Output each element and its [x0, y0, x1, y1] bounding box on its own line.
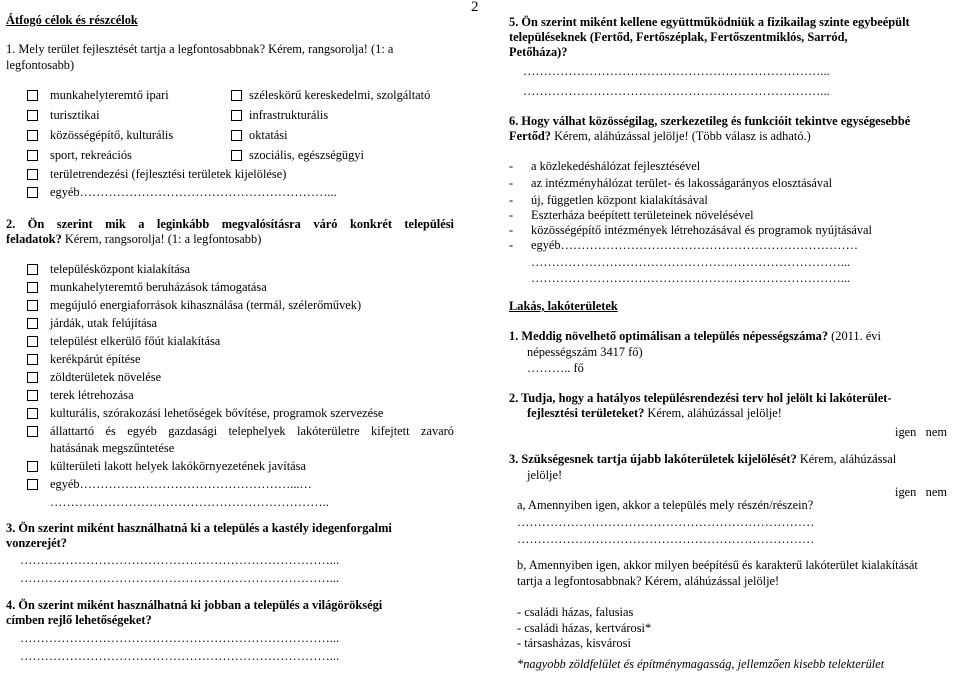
h3b-type[interactable]: - családi házas, kertvárosi*	[517, 621, 652, 635]
checkbox-q1-commerce[interactable]	[231, 90, 242, 101]
q2-option: munkahelyteremtő beruházások támogatása	[50, 280, 267, 294]
checkbox-q1-sport[interactable]	[27, 150, 38, 161]
h1-rest: (2011. évi	[828, 329, 881, 343]
checkbox-q2-bikepath[interactable]	[27, 354, 38, 365]
checkbox-q1-zoning[interactable]	[27, 169, 38, 180]
q5-text-line2: településeknek (Fertőd, Fertőszéplak, Fertőszentmiklós, Sarród,	[509, 30, 848, 44]
checkbox-q1-infrastructure[interactable]	[231, 110, 242, 121]
q4-text-line1: 4. Ön szerint miként használhatná ki jobban a település a világörökségi	[6, 598, 383, 612]
housing-section-title: Lakás, lakóterületek	[509, 299, 618, 313]
h3b-question-line2: tartja a legfontosabbnak? Kérem, aláhúzással jelölje!	[517, 574, 780, 588]
q2-option: terek létrehozása	[50, 388, 134, 402]
h3-text-line1	[509, 451, 896, 467]
checkbox-q1-other[interactable]	[27, 187, 38, 198]
q6-dash: -	[509, 223, 514, 237]
q2-option-other-dots: …………………………………………………………..	[50, 495, 329, 509]
q6-text-line2	[509, 128, 811, 144]
q1-option: munkahelyteremtő ipari	[50, 88, 169, 102]
q6-text-line1: 6. Hogy válhat közösségilag, szerkezetileg és funkcióit tekintve egységesebbé	[509, 114, 911, 128]
h3-yes-no[interactable]: igen nem	[895, 485, 947, 499]
q1-option: sport, rekreációs	[50, 148, 132, 162]
q6-dash: -	[509, 176, 514, 190]
q2-option-other: egyéb……………………………………………...…	[50, 477, 312, 491]
q5-text-line1: 5. Ön szerint miként kellene együttműködniük a fizikailag szinte egybeépült	[509, 15, 910, 29]
checkbox-q2-center[interactable]	[27, 264, 38, 275]
checkbox-q1-industrial[interactable]	[27, 90, 38, 101]
h2-bold: fejlesztési területeket?	[527, 406, 645, 420]
h1-bold: 1. Meddig növelhető optimálisan a település népességszáma?	[509, 329, 829, 343]
q4-text-line2: címben rejlő lehetőségeket?	[6, 613, 152, 627]
q2-option: állattartó és egyéb gazdasági telephelyek lakóterületre kifejtett zavaró	[50, 424, 454, 438]
checkbox-q2-bypass[interactable]	[27, 336, 38, 347]
checkbox-q1-social[interactable]	[231, 150, 242, 161]
q4-answer-line[interactable]: …………………………………………………………………...	[20, 631, 340, 645]
h3b-type[interactable]: - családi házas, falusias	[517, 605, 634, 619]
q6-item-other[interactable]: egyéb………………………………………………………………	[531, 238, 858, 252]
q1-option: szociális, egészségügyi	[249, 148, 364, 162]
q6-other-dots[interactable]: …………………………………………………………………...	[531, 271, 851, 285]
h1-text-line2: népességszám 3417 fő)	[527, 345, 643, 359]
h3a-answer-line[interactable]: ………………………………………………………………	[517, 532, 815, 546]
checkbox-q2-squares[interactable]	[27, 390, 38, 401]
h3b-type[interactable]: - társasházas, kisvárosi	[517, 636, 631, 650]
checkbox-q2-green[interactable]	[27, 372, 38, 383]
h2-text-line2	[527, 405, 782, 421]
checkbox-q1-education[interactable]	[231, 130, 242, 141]
q6-item[interactable]: a közlekedéshálózat fejlesztésével	[531, 159, 701, 173]
q5-answer-line[interactable]: ………………………………………………………………...	[523, 84, 830, 98]
checkbox-q1-tourism[interactable]	[27, 110, 38, 121]
q6-rest: Kérem, aláhúzással jelölje! (Több válasz is adható.)	[550, 129, 811, 143]
h2-rest: Kérem, aláhúzással jelölje!	[644, 406, 782, 420]
q2-text-line1: 2. Ön szerint mik a leginkább megvalósításra váró konkrét települési	[6, 217, 454, 231]
h3a-question: a, Amennyiben igen, akkor a település mely részén/részein?	[517, 498, 814, 512]
q1-option: turisztikai	[50, 108, 100, 122]
checkbox-q2-other[interactable]	[27, 479, 38, 490]
checkbox-q2-culture[interactable]	[27, 408, 38, 419]
q1-option: közösségépítő, kulturális	[50, 128, 174, 142]
q1-option: széleskörű kereskedelmi, szolgáltató	[249, 88, 431, 102]
q2-option: külterületi lakott helyek lakókörnyezetének javítása	[50, 459, 306, 473]
footnote: *nagyobb zöldfelület és építménymagasság, jellemzően kisebb telekterület	[517, 657, 885, 671]
q6-bold: Fertőd?	[509, 129, 551, 143]
q6-dash: -	[509, 238, 514, 252]
q6-item[interactable]: közösségépítő intézmények létrehozásával és programok nyújtásával	[531, 223, 872, 237]
checkbox-q2-livestock[interactable]	[27, 426, 38, 437]
h3-bold: 3. Szükségesnek tartja újabb lakóterületek kijelölését?	[509, 452, 797, 466]
checkbox-q1-community[interactable]	[27, 130, 38, 141]
h3a-answer-line[interactable]: ………………………………………………………………	[517, 515, 815, 529]
q2-option: települést elkerülő főút kialakítása	[50, 334, 221, 348]
q1-option: oktatási	[249, 128, 288, 142]
q2-option: kerékpárút építése	[50, 352, 141, 366]
q1-option-other: egyéb……………………………………………………...	[50, 185, 337, 199]
q2-option: zöldterületek növelése	[50, 370, 162, 384]
checkbox-q2-roads[interactable]	[27, 318, 38, 329]
h3b-question-line1: b, Amennyiben igen, akkor milyen beépítésű és karakterű lakóterület kialakítását	[517, 558, 918, 572]
h3-text-line2: jelölje!	[527, 468, 563, 482]
checkbox-q2-outskirts[interactable]	[27, 461, 38, 472]
q5-answer-line[interactable]: ………………………………………………………………...	[523, 64, 830, 78]
q3-text-line1: 3. Ön szerint miként használhatná ki a település a kastély idegenforgalmi	[6, 521, 392, 535]
q1-option: területrendezési (fejlesztési területek kijelölése)	[50, 167, 287, 181]
q3-text-line2: vonzerejét?	[6, 536, 68, 550]
h2-yes-no[interactable]: igen nem	[895, 425, 947, 439]
q6-other-dots[interactable]: …………………………………………………………………...	[531, 255, 851, 269]
h2-text-line1: 2. Tudja, hogy a hatályos településrendezési terv hol jelölt ki lakóterület-	[509, 391, 892, 405]
q2-bold: feladatok?	[6, 232, 62, 246]
q2-option-cont: hatásának megszűntetése	[50, 441, 175, 455]
q6-dash: -	[509, 159, 514, 173]
q3-answer-line[interactable]: …………………………………………………………………...	[20, 553, 340, 567]
q2-option: településközpont kialakítása	[50, 262, 191, 276]
q3-answer-line[interactable]: …………………………………………………………………...	[20, 571, 340, 585]
q2-rest: Kérem, rangsorolja! (1: a legfontosabb)	[61, 232, 262, 246]
q6-dash: -	[509, 208, 514, 222]
q2-text-line2	[6, 231, 261, 247]
q2-option: kulturális, szórakozási lehetőségek bővítése, programok szervezése	[50, 406, 384, 420]
page-number: 2	[471, 0, 479, 15]
q6-item[interactable]: Eszterháza beépített területeinek növelésével	[531, 208, 754, 222]
q1-option: infrastrukturális	[249, 108, 329, 122]
h1-text-line1	[509, 328, 881, 344]
q6-dash: -	[509, 193, 514, 207]
h3-rest: Kérem, aláhúzással	[796, 452, 897, 466]
checkbox-q2-energy[interactable]	[27, 300, 38, 311]
q1-text-line1: 1. Mely terület fejlesztését tartja a legfontosabbnak? Kérem, rangsorolja! (1: a	[6, 42, 394, 56]
h1-answer[interactable]: ……….. fő	[527, 361, 584, 375]
q2-option: járdák, utak felújítása	[50, 316, 157, 330]
q1-text-line2: legfontosabb)	[6, 58, 75, 72]
q4-answer-line[interactable]: …………………………………………………………………...	[20, 649, 340, 663]
q5-text-line3: Petőháza)?	[509, 45, 568, 59]
q2-option: megújuló energiaforrások kihasználása (termál, szélerőművek)	[50, 298, 362, 312]
q6-item[interactable]: az intézményhálózat terület- és lakosságarányos elosztásával	[531, 176, 833, 190]
q6-item[interactable]: új, független központ kialakításával	[531, 193, 708, 207]
checkbox-q2-jobs[interactable]	[27, 282, 38, 293]
section-title: Átfogó célok és részcélok	[6, 13, 138, 27]
